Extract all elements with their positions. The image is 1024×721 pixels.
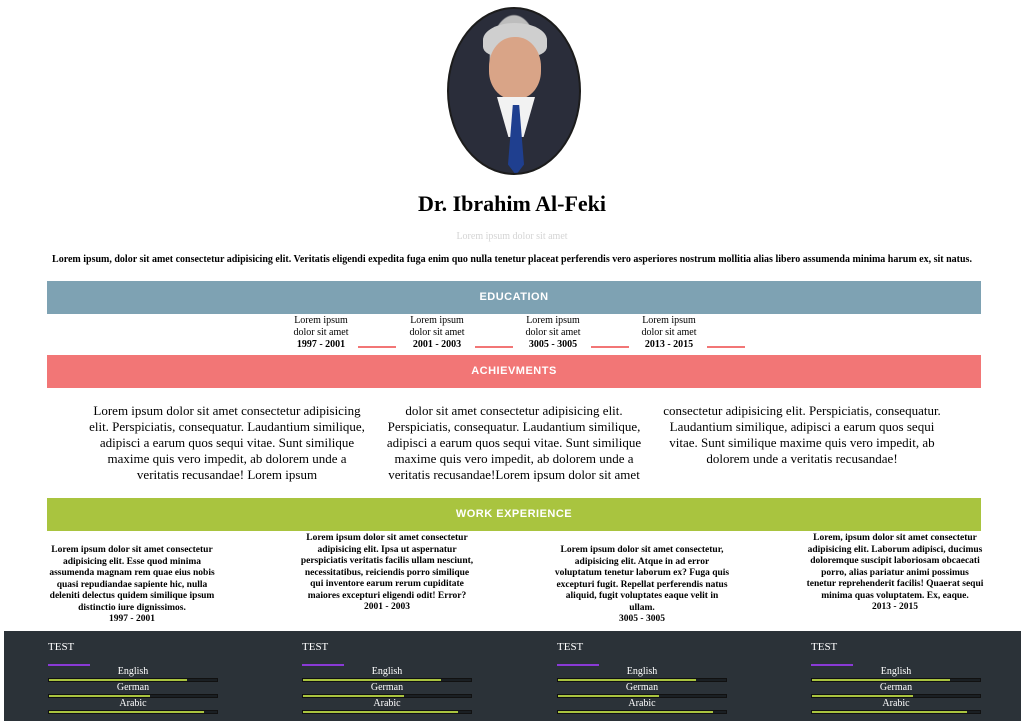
work-item: Lorem ipsum dolor sit amet consectetur adipisicing elit. Ipsa ut aspernatur perspiciatis veritatis facilis ullam nesciunt, necessitatibus, reiciendis porro similique qui inventore earum rerum cupiditate maiores excepturi eligendi odit! Error? 2001 - 2003 <box>300 533 474 612</box>
education-item: Lorem ipsum dolor sit amet 3005 - 3005 <box>525 315 581 350</box>
achievement-text: Lorem ipsum dolor sit amet consectetur adipisicing elit. Perspiciatis, consequatur. Laudantium similique, adipisci a earum quos sequi vitae. Sunt similique maxime quis vero impedit, ab dolorem unde a veritatis recusandae! Lorem ipsum <box>89 403 365 482</box>
skills-title: TEST <box>48 641 75 653</box>
profile-intro: Lorem ipsum, dolor sit amet consectetur adipisicing elit. Veritatis eligendi expedita fuga enim quo nulla tenetur placeat perferendis vero asperiores nostrum mollitia alias libero assumenda minima harum ex, sit natus. <box>52 254 972 265</box>
achievement-text: consectetur adipisicing elit. Perspiciatis, consequatur. Laudantium similique, adipisci a earum quos sequi vitae. Sunt similique maxime quis vero impedit, ab dolorem unde a veritatis recusandae! <box>663 403 941 466</box>
skills-column <box>48 631 228 721</box>
skill-bar-fill <box>812 679 950 681</box>
skill-bar-fill <box>558 711 713 713</box>
achievements-header: ACHIEVMENTS <box>47 355 981 388</box>
skill-label: German <box>625 682 659 693</box>
skills-column <box>302 631 482 721</box>
skill-label: English <box>626 666 658 677</box>
skills-column <box>811 631 991 721</box>
skill-label: German <box>116 682 150 693</box>
skills-title: TEST <box>302 641 329 653</box>
skill-label: Arabic <box>119 698 147 709</box>
skill-label: German <box>370 682 404 693</box>
skill-label: Arabic <box>373 698 401 709</box>
work-item: Lorem ipsum dolor sit amet consectetur adipisicing elit. Esse quod minima assumenda magnam rem quae eius nobis quasi repudiandae sapiente hic, nulla deleniti delectus quidem similique ipsum distinctio iure dignissimos. 1997 - 2001 <box>49 545 215 624</box>
work-experience-header: WORK EXPERIENCE <box>47 498 981 531</box>
skill-bar <box>557 710 727 714</box>
skill-bar-fill <box>812 695 913 697</box>
skill-bar <box>48 710 218 714</box>
education-item: Lorem ipsum dolor sit amet 2001 - 2003 <box>409 315 465 350</box>
education-header: EDUCATION <box>47 281 981 314</box>
photo-face <box>489 37 541 99</box>
skill-bar-fill <box>303 695 404 697</box>
profile-subtitle: Lorem ipsum dolor sit amet <box>456 231 568 242</box>
skill-bar-fill <box>812 711 967 713</box>
skill-bar-fill <box>49 695 150 697</box>
skill-bar-fill <box>558 679 696 681</box>
skill-label: English <box>117 666 149 677</box>
footer <box>4 631 1021 721</box>
skill-label: German <box>879 682 913 693</box>
skill-bar <box>302 710 472 714</box>
skill-bar-fill <box>558 695 659 697</box>
education-item: Lorem ipsum dolor sit amet 1997 - 2001 <box>293 315 349 350</box>
skills-title: TEST <box>811 641 838 653</box>
education-item: Lorem ipsum dolor sit amet 2013 - 2015 <box>641 315 697 350</box>
skill-label: Arabic <box>882 698 910 709</box>
skill-bar-fill <box>303 711 458 713</box>
achievement-text: dolor sit amet consectetur adipisicing elit. Perspiciatis, consequatur. Laudantium similique, adipisci a earum quos sequi vitae. Sunt similique maxime quis vero impedit, ab dolorem unde a veritatis recusandae!Lorem ipsum dolor sit amet <box>386 403 642 482</box>
timeline-connector <box>707 346 745 348</box>
skill-label: Arabic <box>628 698 656 709</box>
profile-photo <box>447 7 581 175</box>
skill-label: English <box>880 666 912 677</box>
skill-bar-fill <box>303 679 441 681</box>
skills-title: TEST <box>557 641 584 653</box>
work-item: Lorem, ipsum dolor sit amet consectetur adipisicing elit. Laborum adipisci, ducimus doloremque suscipit laboriosam obcaecati porro, alias pariatur animi possimus tenetur reprehenderit facilis! Quaerat sequi minima quas voluptatem. Ex, eaque. 2013 - 2015 <box>806 533 984 612</box>
skill-bar-fill <box>49 679 187 681</box>
work-item: Lorem ipsum dolor sit amet consectetur, adipisicing elit. Atque in ad error voluptatum tenetur laborum ex? Fuga quis excepturi fugit. Repellat perferendis natus aliquid, fugit voluptates eaque velit in ullam. 3005 - 3005 <box>554 545 730 624</box>
skill-label: English <box>371 666 403 677</box>
skill-bar <box>811 710 981 714</box>
skills-column <box>557 631 737 721</box>
profile-name: Dr. Ibrahim Al-Feki <box>417 191 607 216</box>
skill-bar-fill <box>49 711 204 713</box>
